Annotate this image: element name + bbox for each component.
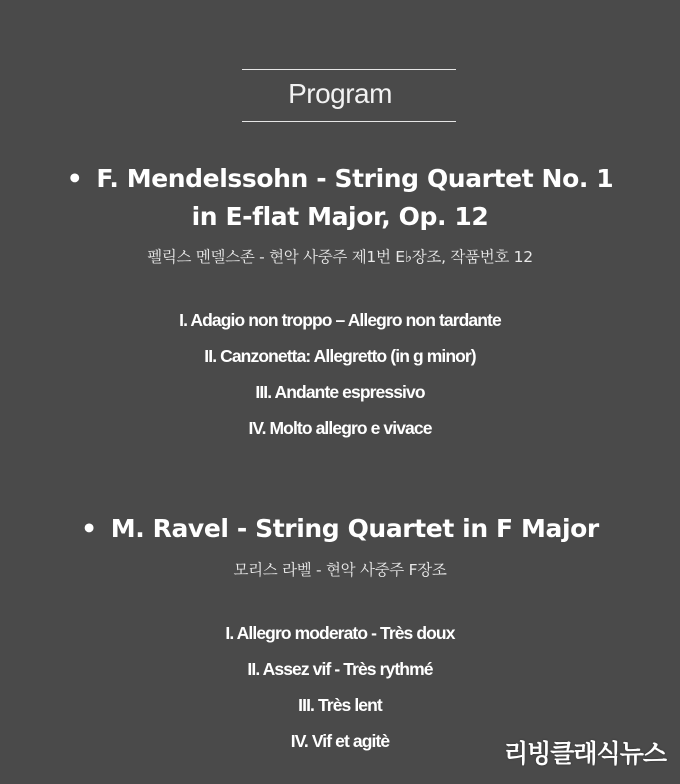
movement-item: IV. Molto allegro e vivace xyxy=(248,418,432,438)
piece-1-korean-title: 펠릭스 멘델스존 - 현악 사중주 제1번 E♭장조, 작품번호 12 xyxy=(147,248,533,266)
piece-2-title-line-1 xyxy=(0,510,680,548)
bullet-icon: • xyxy=(66,164,83,193)
piece-1-title-line-2: in E-flat Major, Op. 12 xyxy=(191,202,489,231)
piece-1-movement-list xyxy=(0,302,680,446)
piece-1-title-line-1 xyxy=(0,160,680,198)
movement-item: IV. Vif et agitè xyxy=(290,731,390,751)
movement-item: III. Très lent xyxy=(298,695,382,715)
movement-item: I. Adagio non troppo – Allegro non tardante xyxy=(179,310,501,330)
heading-rule-bottom xyxy=(242,121,456,122)
movement-item: III. Andante espressivo xyxy=(255,382,425,402)
piece-2-title-text: M. Ravel - String Quartet in F Major xyxy=(110,514,599,543)
piece-2-korean-title: 모리스 라벨 - 현악 사중주 F장조 xyxy=(233,561,447,579)
movement-item: I. Allegro moderato - Très doux xyxy=(225,623,455,643)
movement-item: II. Assez vif - Très rythmé xyxy=(247,659,433,679)
watermark-logo: 리빙클래식뉴스 xyxy=(503,739,666,768)
movement-item: II. Canzonetta: Allegretto (in g minor) xyxy=(204,346,476,366)
bullet-icon: • xyxy=(81,514,97,543)
piece-1-title-text: F. Mendelssohn - String Quartet No. 1 xyxy=(96,164,614,193)
program-heading: Program xyxy=(288,78,392,109)
heading-rule-top xyxy=(242,69,456,70)
